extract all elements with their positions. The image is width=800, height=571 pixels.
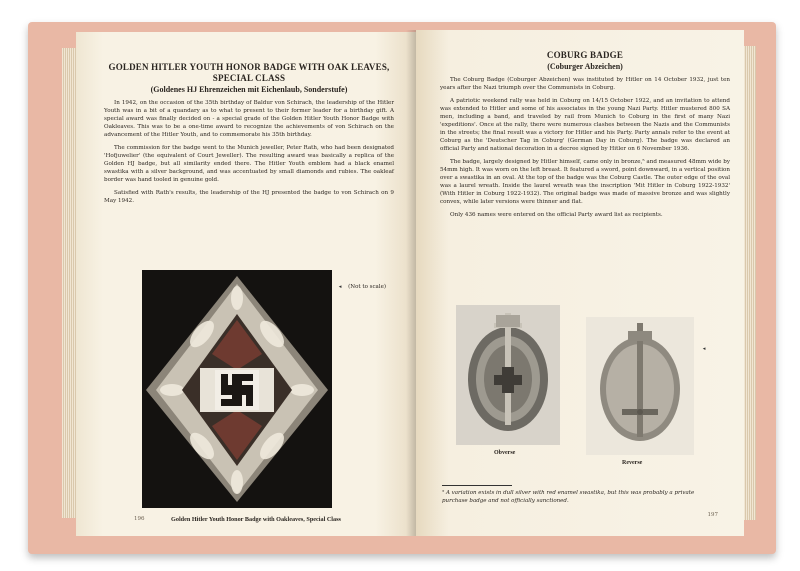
right-page-title: COBURG BADGE bbox=[546, 50, 624, 60]
left-paragraph: Satisfied with Rath's results, the leadership of the HJ presented the badge to von Schirach on 9 May 1942. bbox=[104, 190, 394, 204]
right-paragraph: The badge, largely designed by Hitler himself, came only in bronze,⁵ and measured 48mm wide by 54mm high. It was worn on the left breast. It featured a sword, point downward, in a vertical position over a swastika in an oval. At the top of the badge was the Coburg Castle. The outer edge of the oval was a laurel wreath. Inside the laurel wreath was the inscription 'Mit Hitler in Coburg 1922-1932' (With Hitler in Coburg 1922-1932). The original badge was made of massive bronze and was slightly convex, while later versions were thinner and flat. bbox=[440, 159, 730, 205]
right-page-text bbox=[440, 50, 730, 224]
coburg-reverse-illustration bbox=[586, 317, 694, 455]
right-paragraph: Only 436 names were entered on the official Party award list as recipients. bbox=[450, 212, 663, 218]
left-page-title: GOLDEN HITLER YOUTH HONOR BADGE WITH OAK LEAVES, SPECIAL CLASS bbox=[108, 62, 390, 83]
right-page-edges bbox=[742, 46, 756, 520]
hj-badge-illustration bbox=[142, 270, 332, 508]
right-paragraph: A patriotic weekend rally was held in Coburg on 14/15 October 1922, and an invitation to attend was extended to Hitler and some of his associates in the young Nazi Party. Hitler mustered 800 SA men, including a band, and traveled by rail from Munich to Coburg in the first of many Nazi 'expeditions'. Once at the rally, there were numerous clashes between the Nazis and the Communists in the streets; the final result was a victory for Hitler and his Party. Party annals refer to the event at Coburg as the 'Deutscher Tag in Coburg' (German Day in Coburg). The badge was declared an official Party and national decoration in a decree signed by Hitler on 6 November 1936. bbox=[440, 98, 730, 152]
right-page bbox=[416, 30, 744, 536]
left-page-subtitle: (Goldenes HJ Ehrenzeichen mit Eichenlaub, Sonderstufe) bbox=[150, 85, 348, 94]
coburg-obverse-illustration bbox=[456, 305, 560, 445]
right-paragraph: The Coburg Badge (Coburger Abzeichen) was instituted by Hitler on 14 October 1932, just ten years after the Nazi triumph over the Communists in Coburg. bbox=[440, 77, 730, 91]
footnote-rule bbox=[442, 485, 512, 486]
coburg-reverse-photo bbox=[586, 317, 694, 455]
left-paragraph: In 1942, on the occasion of the 35th birthday of Baldur von Schirach, the leadership of the Hitler Youth was in a bit of a quandary as to what to present to their former leader for a birthday gift. A special award was finally decided on - a special grade of the Golden Hitler Youth Honor Badge with Oakleaves. This was to be a one-time award to recognize the achievements of von Schirach on the advancement of the Hitler Youth, and to commemorate his 35th birthday. bbox=[104, 100, 394, 138]
left-page-number: 196 bbox=[134, 516, 145, 522]
open-book bbox=[28, 22, 776, 554]
photo-credit-left: ▲ bbox=[338, 285, 342, 288]
not-to-scale-note: (Not to scale) bbox=[348, 284, 386, 290]
footnote: ⁵ A variation exists in dull silver with red enamel swastika, but this was probably a private purchase badge and not officially sanctioned. bbox=[442, 490, 695, 504]
hj-badge-photo bbox=[142, 270, 332, 508]
left-paragraph: The commission for the badge went to the Munich jeweller, Peter Rath, who had been designated 'Hofjuwelier' (the equivalent of Court Jeweller). The resulting award was basically a replica of the Golden HJ badge, but all similarity ended there. The Hitler Youth emblem had a black enamel swastika with a silver background, and was accentuated by small diamonds and rubies. The oakleaf border was hand tooled in genuine gold. bbox=[104, 145, 394, 183]
obverse-caption: Obverse bbox=[494, 450, 516, 456]
left-page-text bbox=[104, 62, 394, 210]
photo-credit-right: ▲ bbox=[702, 347, 706, 350]
left-photo-caption: Golden Hitler Youth Honor Badge with Oakleaves, Special Class bbox=[171, 516, 341, 523]
right-page-subtitle: (Coburger Abzeichen) bbox=[547, 62, 623, 71]
left-page bbox=[76, 32, 416, 536]
reverse-caption: Reverse bbox=[622, 460, 643, 466]
coburg-obverse-photo bbox=[456, 305, 560, 445]
right-page-number: 197 bbox=[707, 512, 718, 518]
